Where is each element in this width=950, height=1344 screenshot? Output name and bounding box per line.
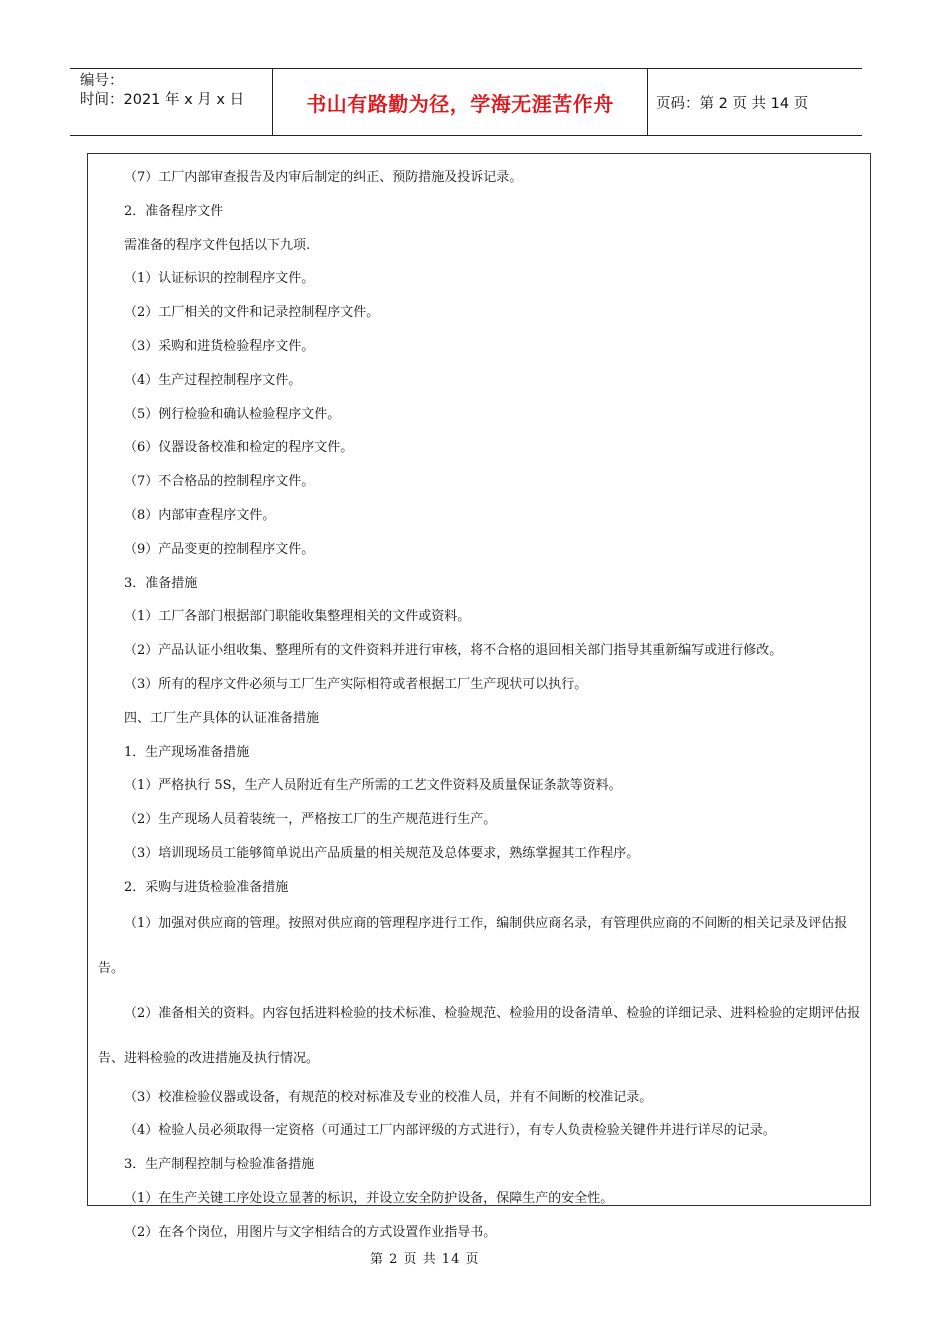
content-line: 3．准备措施 [124,575,198,591]
content-line: 2．采购与进货检验准备措施 [124,879,289,895]
content-line: （3）校准检验仪器或设备，有规范的校对标准及专业的校准人员，并有不间断的校准记录。 [124,1089,653,1105]
content-line: （3）采购和进货检验程序文件。 [124,338,315,354]
content-line: 需准备的程序文件包括以下九项. [124,237,311,253]
content-line: （8）内部审查程序文件。 [124,507,276,523]
content-line: （2）在各个岗位，用图片与文字相结合的方式设置作业指导书。 [124,1224,497,1240]
header-motto: 书山有路勤为径，学海无涯苦作舟 [273,69,648,135]
content-paragraph: （1）加强对供应商的管理。按照对供应商的管理程序进行工作，编制供应商名录，有管理供应商的不间断的相关记录及评估报告。 [98,915,848,976]
content-line: 1．生产现场准备措施 [124,744,250,760]
content-paragraph: （2）准备相关的资料。内容包括进料检验的技术标准、检验规范、检验用的设备清单、检验的详细记录、进料检验的定期评估报告、进料检验的改进措施及执行情况。 [98,1005,861,1066]
header-page-number: 页码：第 2 页 共 14 页 [656,95,809,112]
content-line: （1）工厂各部门根据部门职能收集整理相关的文件或资料。 [124,609,471,625]
content-line: （6）仪器设备校准和检定的程序文件。 [124,440,354,456]
document-header [70,68,862,136]
content-line: （1）严格执行 5S，生产人员附近有生产所需的工艺文件资料及质量保证条款等资料。 [124,778,622,794]
content-line: （4）检验人员必须取得一定资格（可通过工厂内部评级的方式进行），有专人负责检验关键件并进行详尽的记录。 [124,1123,776,1139]
content-line: （5）例行检验和确认检验程序文件。 [124,406,341,422]
content-line: （1）认证标识的控制程序文件。 [124,271,315,287]
content-line: （7）不合格品的控制程序文件。 [124,474,315,490]
header-meta [70,69,273,135]
content-line: 2．准备程序文件 [124,203,224,219]
content-line: （3）所有的程序文件必须与工厂生产实际相符或者根据工厂生产现状可以执行。 [124,676,588,692]
content-line: （7）工厂内部审查报告及内审后制定的纠正、预防措施及投诉记录。 [124,170,523,185]
section-heading: 四、工厂生产具体的认证准备措施 [124,710,320,726]
content-line: （2）工厂相关的文件和记录控制程序文件。 [124,305,380,321]
content-line: （4）生产过程控制程序文件。 [124,372,302,388]
content-box [87,153,871,1240]
page-footer: 第 2 页 共 14 页 [370,1252,480,1267]
content-line: （2）生产现场人员着装统一，严格按工厂的生产规范进行生产。 [124,812,497,828]
content-line: （2）产品认证小组收集、整理所有的文件资料并进行审核，将不合格的退回相关部门指导其重新编写或进行修改。 [124,643,783,659]
document-number-label: 编号： [80,73,124,89]
document-time-label: 时间：2021 年 x 月 x 日 [80,92,245,108]
content-line: 3．生产制程控制与检验准备措施 [124,1157,315,1173]
content-line: （3）培训现场员工能够简单说出产品质量的相关规范及总体要求，熟练掌握其工作程序。 [124,845,640,861]
content-line: （1）在生产关键工序处设立显著的标识，并设立安全防护设备，保障生产的安全性。 [124,1190,614,1206]
content-line: （9）产品变更的控制程序文件。 [124,541,315,557]
